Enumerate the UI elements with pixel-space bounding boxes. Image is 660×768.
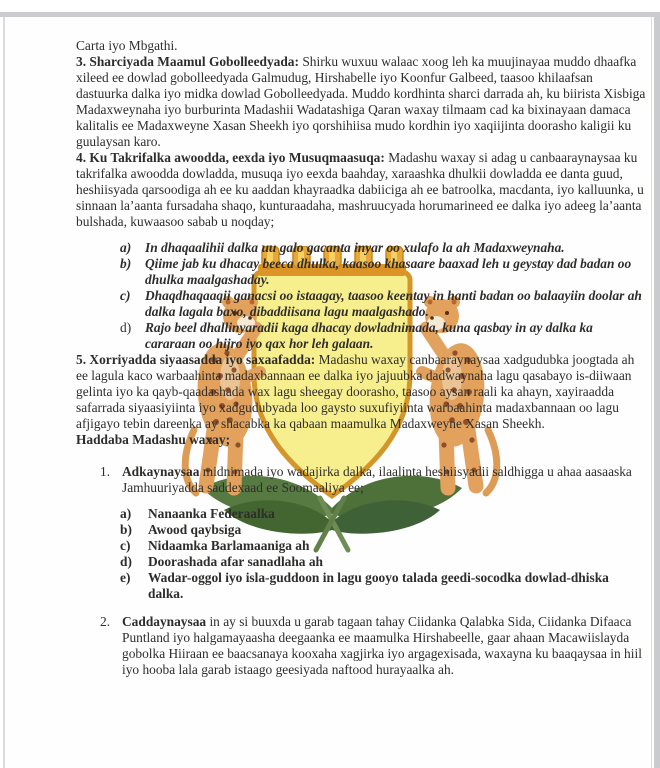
list-item <box>120 320 646 352</box>
list-item-text: Rajo beel dhallinyaradii kaga dhacay dowladnimada, kuna qasbay in ay dalka ka cararaan oo hijro iyo qax hor leh galaan. <box>145 320 593 351</box>
resolution-body: midnimada iyo wadajirka dalka, ilaalinta heshiisyadii saldhigga u ahaa aasaaska Jamhuuriyadda saddexaad ee Soomaaliya ee; <box>122 464 632 495</box>
list-item <box>120 538 646 554</box>
resolutions-list-continued <box>76 614 646 678</box>
resolutions-list <box>76 464 646 496</box>
resolution-body: in ay si buuxda u garab tagaan tahay Ciidanka Qalabka Sida, Ciidanka Difaaca Puntland iyo halgamayaasha deegaanka ee maamulka Hirshabeelle, gaar ahaan Macawiislayda gobolka Hiiraan ee baacsanaya kooxaha xagjirka iyo argagexisada, waxayna ku baaqaysaa in hiil iyo hooba lala garab istaago geesiyada naftood hurayaalka ah. <box>122 614 642 677</box>
section-5-title: Xorriyadda siyaasadda iyo saxaafadda: <box>89 352 316 367</box>
section-3-title: Sharciyada Maamul Gobolleedyada: <box>89 54 299 69</box>
list-item-text: Wadar-oggol iyo isla-guddoon in lagu gooyo talada geedi-socodka dowlad-dhiska dalka. <box>148 570 609 601</box>
resolution-2 <box>100 614 646 678</box>
list-item-text: Nidaamka Barlamaaniga ah <box>148 538 310 553</box>
resolution-number: 2. <box>100 614 111 629</box>
list-item-label: b) <box>120 522 132 537</box>
section-3 <box>76 54 646 150</box>
section-4-body: Madashu waxay si adag u canbaaraynaysaa ku takrifalka awoodda dowladda, musuqa iyo eexda baahday, xaraashka dhulkii dowladda ee danta guud, heshiisyada qarsoodiga ah ee ku aaddan khayraadka dabiiciga ah ee batroolka, macdanta, iyo kalluunka, u sinnaan la’aanta fursadaha shaqo, kunturaadaha, mashruucyada horumarineed ee dalka iyo adeeg la’aanta bulshada, kuwaasoo sabab u noqday; <box>76 150 644 229</box>
list-item-text: Nanaanka Federaalka <box>148 506 275 521</box>
list-item-label: a) <box>120 240 132 255</box>
section-3-body: Shirku wuxuu walaac xoog leh ka muujinayaa muddo dhaafka xileed ee dowlad gobolleedyada Galmudug, Hirshabelle iyo Koonfur Galbeed, taasoo khilaafsan dastuurka dalka iyo midka dowlad Gobolleedyada. Muddo kordhinta sharci darrada ah, ku biirista Xisbiga Madaxweynaha iyo burburinta Madashii Wadatashiga Qaran waxay tilmaam cad ka bixinayaan damaca kalitalis ee Madaxweyne Xasan Sheekh iyo qorshihiisa mudo kordhin iyo xaqiijinta doorasho kaligii ku guulaysan karo. <box>76 54 646 149</box>
resolution-text <box>122 614 646 678</box>
list-item-text: Doorashada afar sanadlaha ah <box>148 554 323 569</box>
resolution-lead: Caddaynaysaa <box>122 614 207 629</box>
list-item-label: b) <box>120 256 132 271</box>
grievances-list <box>76 240 646 352</box>
section-5-body: Madashu waxay canbaaraynaysaa xadgudubka joogtada ah ee lagula kaco warbaahinta madaxbannaan ee dalka iyo jajuubka dadwaynaha lagu qasabayo is-diiwaan gelinta iyo ka qayb-qaadashada wax lagu sheegay doorasho, taasoo aysan raali ka ahayn, xayiraadda safarrada siyaasiyiinta iyo xadgudubyada loo gaysto suxufiyiinta warbaahinta madaxbannaan oo lagu afjigayo tebin dareenka ay shacabka ka qabaan maamulka Madaxweyne Xasan Sheekh. <box>76 352 635 431</box>
section-5-number: 5. <box>76 352 87 367</box>
section-4-title: Ku Takrifalka awoodda, eexda iyo Musuqmaasuqa: <box>89 150 385 165</box>
list-item-text: Dhaqdhaqaaqii ganacsi oo istaagay, taasoo keentay in hanti badan oo balaayiin doolar ah dalka lagala baxo, dibaddiisana lagu maalgashado. <box>145 288 642 319</box>
list-item-label: a) <box>120 506 132 521</box>
resolution-number: 1. <box>100 464 111 479</box>
resolution-lead: Adkaynaysaa <box>122 464 200 479</box>
list-item-label: e) <box>120 570 131 585</box>
section-3-number: 3. <box>76 54 87 69</box>
list-item <box>120 522 646 538</box>
opening-line: Carta iyo Mbgathi. <box>76 38 178 53</box>
list-item <box>120 506 646 522</box>
list-item-label: c) <box>120 288 131 303</box>
document-body <box>76 18 646 678</box>
resolution-1 <box>100 464 646 496</box>
list-item <box>120 554 646 570</box>
list-item <box>120 570 646 602</box>
principles-list <box>76 506 646 602</box>
resolution-text <box>122 464 646 496</box>
section-4-number: 4. <box>76 150 87 165</box>
viewer-right-gutter <box>654 17 660 768</box>
section-4 <box>76 150 646 230</box>
resolution-heading: Haddaba Madashu waxay; <box>76 432 231 447</box>
section-5 <box>76 352 646 432</box>
list-item-text: Qiime jab ku dhacay beeca dhulka, kaasoo khasaare baaxad leh u geystay dad badan oo dhulka maalgashaday. <box>145 256 632 287</box>
list-item-label: c) <box>120 538 131 553</box>
list-item <box>120 288 646 320</box>
list-item <box>120 256 646 288</box>
list-item-label: d) <box>120 320 132 335</box>
list-item-text: Awood qaybsiga <box>148 522 242 537</box>
list-item-text: In dhaqaalihii dalka uu galo gacanta inyar oo xulafo la ah Madaxweynaha. <box>145 240 565 255</box>
list-item-label: d) <box>120 554 132 569</box>
list-item <box>120 240 646 256</box>
